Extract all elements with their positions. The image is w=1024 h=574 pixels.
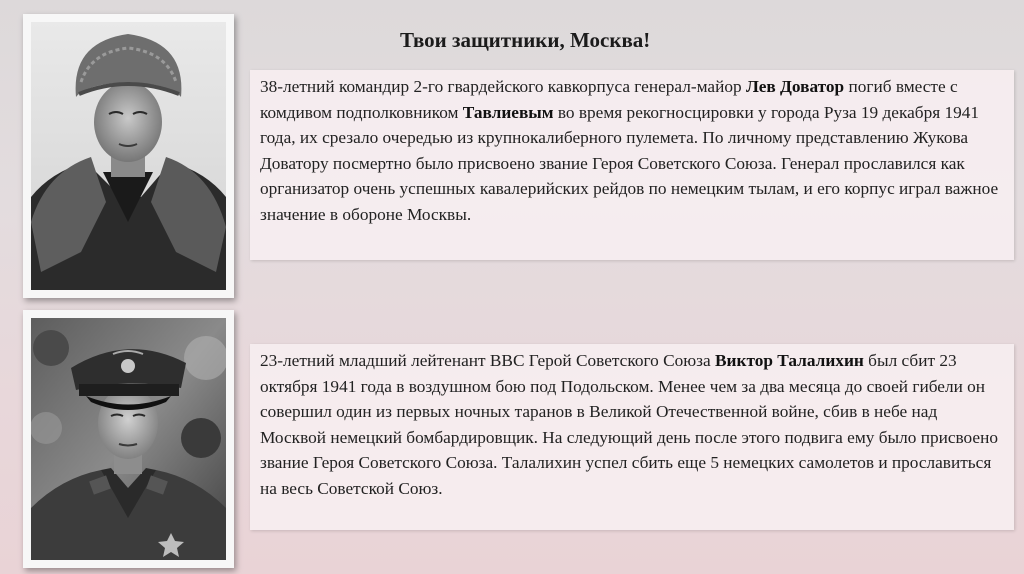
tavliev-name: Тавлиевым [462,102,554,122]
portrait-dovator-image [31,22,226,290]
portrait-talalikhin-image [31,318,226,560]
text-panel-dovator [250,70,1014,260]
photo-frame-dovator [23,14,234,298]
slide-title: Твои защитники, Москва! [400,28,651,52]
talalikhin-text-part-1: 23-летний младший лейтенант ВВС Герой Советского Союза [260,351,715,370]
talalikhin-name: Виктор Талалихин [715,351,864,370]
dovator-text-part-1: 38-летний командир 2-го гвардейского кавкорпуса генерал-майор [260,77,746,96]
text-panel-talalikhin [250,344,1014,530]
dovator-text-part-2: погиб вместе с комдивом подполковником [260,77,958,122]
photo-frame-talalikhin [23,310,234,568]
dovator-name: Лев Доватор [745,77,845,96]
talalikhin-text-part-2: был сбит 23 октября 1941 года в воздушном бою под Подольском. Менее чем за два месяца до своей гибели он совершил один из первых ночных таранов в Великой Отечественной войне, сбив в небе над Москвой немецкий бомбардировщик. На следующий день после этого подвига ему было присвоено звание Героя Советского Союза. Талалихин успел сбить еще 5 немецких самолетов и прославиться на весь Советской Союз. [260,351,998,498]
dovator-text-part-3: во время рекогносцировки у города Руза 19 декабря 1941 года, их срезало очередью из крупнокалиберного пулемета. По личному представлению Жукова Доватору посмертно было присвоено звание Героя Советского Союза. Генерал прославился как организатор очень успешных кавалерийских рейдов по немецким тылам, и его корпус играл важное значение в обороне Москвы. [260,102,999,224]
